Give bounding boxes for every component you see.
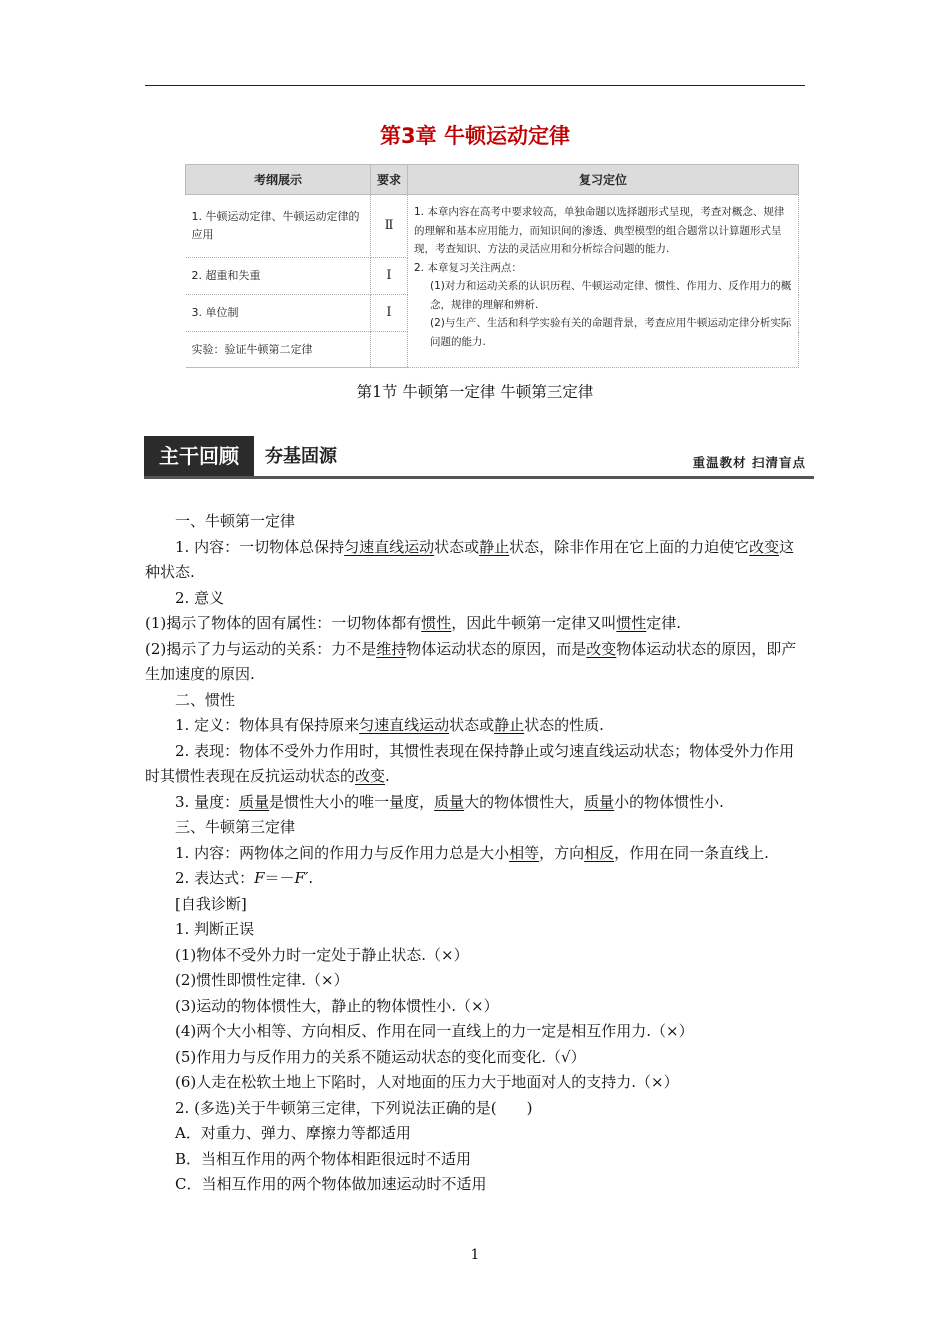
- paragraph: 3. 量度：质量是惯性大小的唯一量度，质量大的物体惯性大，质量小的物体惯性小.: [175, 792, 724, 811]
- answer-blank: 静止: [494, 716, 525, 734]
- option-a: A．对重力、弹力、摩擦力等都适用: [175, 1124, 411, 1142]
- heading: 三、牛顿第三定律: [175, 818, 296, 836]
- banner-right: 重温教材 扫清盲点: [692, 455, 806, 470]
- answer-blank: 静止: [479, 537, 510, 556]
- judgement-item: (1)物体不受外力时一定处于静止状态.（×）: [175, 945, 469, 964]
- position-subpoint-1: (1)对力和运动关系的认识历程、牛顿运动定律、惯性、作用力、反作用力的概念，规律的理解和辨析.: [430, 280, 792, 311]
- paragraph: 2. 意义: [175, 588, 225, 607]
- position-subpoint-2: (2)与生产、生活和科学实验有关的命题背景，考查应用牛顿运动定律分析实际问题的能力.: [430, 317, 792, 348]
- question: 2. (多选)关于牛顿第三定律，下列说法正确的是( ): [175, 1098, 533, 1117]
- judgement-item: (3)运动的物体惯性大，静止的物体惯性小.（×）: [175, 996, 499, 1015]
- option-c: C．当相互作用的两个物体做加速运动时不适用: [175, 1175, 487, 1193]
- answer-blank: 维持: [376, 639, 407, 658]
- main-content: [145, 509, 808, 1198]
- heading: 一、牛顿第一定律: [175, 512, 296, 530]
- heading: 二、惯性: [175, 690, 236, 709]
- answer-blank: 质量: [434, 792, 465, 811]
- formula-symbol: F: [254, 869, 265, 887]
- paragraph: 2. 表达式：F＝－F′.: [175, 869, 314, 887]
- header-requirement: 要求: [371, 165, 408, 195]
- self-diagnosis-label: [自我诊断]: [175, 894, 247, 913]
- page-number: 1: [470, 1247, 480, 1263]
- requirement-level: Ⅰ: [371, 258, 408, 295]
- requirement-level: Ⅱ: [371, 195, 408, 258]
- answer-blank: 惯性: [421, 614, 452, 632]
- syllabus-item: 2. 超重和失重: [186, 258, 371, 295]
- formula-symbol: F′: [294, 869, 309, 887]
- syllabus-table: [185, 164, 799, 368]
- paragraph: 1. 内容：两物体之间的作用力与反作用力总是大小相等，方向相反，作用在同一条直线上.: [175, 843, 769, 862]
- answer-blank: 相反: [584, 843, 615, 862]
- answer-blank: 匀速直线运动: [344, 537, 435, 556]
- header-position: 复习定位: [408, 165, 799, 195]
- syllabus-item: 实验：验证牛顿第二定律: [186, 332, 371, 368]
- paragraph: (2)揭示了力与运动的关系：力不是维持物体运动状态的原因，而是改变物体运动状态的原因，即产生加速度的原因.: [145, 639, 797, 683]
- option-b: B．当相互作用的两个物体相距很远时不适用: [175, 1149, 472, 1168]
- chapter-title: 第3章 牛顿运动定律: [380, 124, 570, 148]
- paragraph: 1. 内容：一切物体总保持匀速直线运动状态或静止状态，除非作用在它上面的力迫使它改变这种状态.: [145, 537, 795, 581]
- position-point-2: 2. 本章复习关注两点：: [414, 261, 522, 274]
- requirement-level: Ⅰ: [371, 295, 408, 332]
- banner-main: 主干回顾: [144, 436, 254, 476]
- paragraph: 1. 定义：物体具有保持原来匀速直线运动状态或静止状态的性质.: [175, 716, 604, 734]
- answer-blank: 匀速直线运动: [359, 716, 450, 734]
- syllabus-item: 1. 牛顿运动定律、牛顿运动定律的应用: [186, 195, 371, 258]
- paragraph: (1)揭示了物体的固有属性：一切物体都有惯性，因此牛顿第一定律又叫惯性定律.: [145, 614, 682, 632]
- header-rule: [145, 85, 805, 86]
- header-syllabus: 考纲展示: [186, 165, 371, 195]
- judgement-item: (6)人走在松软土地上下陷时，人对地面的压力大于地面对人的支持力.（×）: [175, 1073, 679, 1091]
- section-banner: [144, 436, 814, 480]
- judgement-item: (4)两个大小相等、方向相反、作用在同一直线上的力一定是相互作用力.（×）: [175, 1022, 694, 1040]
- banner-sub: 夯基固源: [265, 446, 337, 467]
- answer-blank: 改变: [749, 537, 780, 556]
- judgement-item: (2)惯性即惯性定律.（×）: [175, 971, 349, 989]
- question: 1. 判断正误: [175, 920, 255, 938]
- judgement-item: (5)作用力与反作用力的关系不随运动状态的变化而变化.（√）: [175, 1047, 586, 1066]
- paragraph: 2. 表现：物体不受外力作用时，其惯性表现在保持静止或匀速直线运动状态；物体受外力作用时其惯性表现在反抗运动状态的改变.: [145, 741, 795, 785]
- answer-blank: 质量: [584, 792, 615, 811]
- section-title: 第1节 牛顿第一定律 牛顿第三定律: [356, 383, 594, 401]
- syllabus-item: 3. 单位制: [186, 295, 371, 332]
- answer-blank: 惯性: [616, 614, 647, 632]
- answer-blank: 改变: [355, 767, 386, 785]
- review-position: [408, 195, 799, 368]
- answer-blank: 改变: [586, 639, 617, 658]
- banner-rule: [144, 476, 814, 479]
- requirement-level: [371, 332, 408, 368]
- answer-blank: 相等: [509, 843, 540, 862]
- position-point-1: 1. 本章内容在高考中要求较高，单独命题以选择题形式呈现，考查对概念、规律的理解和基本应用能力，而知识间的渗透、典型模型的组合题常以计算题形式呈现，考查知识、方法的灵活应用和分析综合问题的能力.: [414, 206, 785, 255]
- answer-blank: 质量: [239, 792, 270, 811]
